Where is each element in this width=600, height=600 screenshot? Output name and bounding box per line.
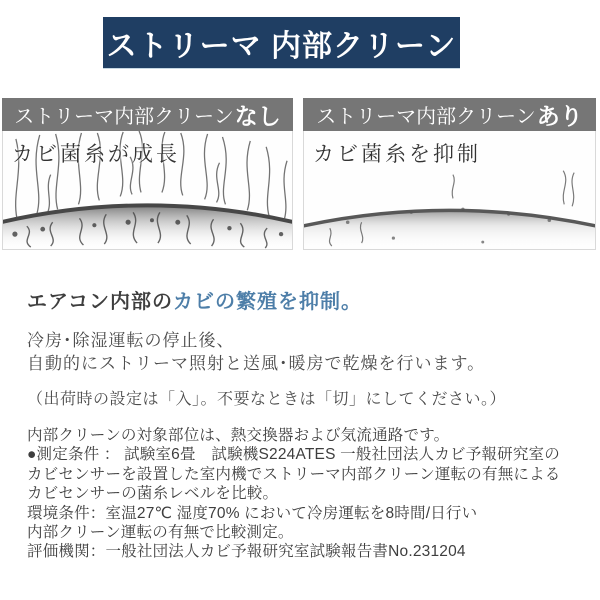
footnote-line: 内部クリーン運転の有無で比較測定。 xyxy=(27,524,294,542)
footnote-line: 環境条件：室温27℃ 湿度70% において冷房運転を8時間/日行い xyxy=(27,504,478,522)
mold-photo-without xyxy=(2,131,293,250)
mold-caption-without: カビ菌糸が成長 xyxy=(12,143,180,166)
panel-header-with-prefix: ストリーマ内部クリーン xyxy=(316,106,536,128)
description-line-1: 冷房･除湿運転の停止後、 xyxy=(27,331,235,350)
panel-header-with xyxy=(303,98,596,131)
headline xyxy=(27,285,362,314)
headline-highlight: カビの繁殖を抑制。 xyxy=(173,291,362,313)
footnote-line: カビセンサーを設置した室内機でストリーマ内部クリーン運転の有無による xyxy=(27,465,561,483)
factory-setting-note: （出荷時の設定は「入」。不要なときは「切」にしてください。） xyxy=(27,391,507,408)
page-title xyxy=(103,17,460,68)
comparison-panel-with xyxy=(303,98,596,250)
mold-photo-with xyxy=(303,131,596,250)
footnotes xyxy=(27,426,561,562)
panel-header-without xyxy=(2,98,293,131)
headline-prefix: エアコン内部の xyxy=(27,291,173,313)
description-line-2: 自動的にストリーマ照射と送風･暖房で乾燥を行います。 xyxy=(27,354,486,373)
panel-header-with-suffix: あり xyxy=(536,103,583,129)
footnote-line: 評価機関：一般社団法人カビ予報研究室試験報告書No.231204 xyxy=(27,543,466,561)
footnote-line: 内部クリーンの対象部位は、熱交換器および気流通路です。 xyxy=(27,427,450,444)
page-title-text: ストリーマ 内部クリーン xyxy=(106,29,457,63)
panel-header-without-prefix: ストリーマ内部クリーン xyxy=(14,106,234,128)
description-text xyxy=(27,329,485,375)
comparison-panel-without xyxy=(2,98,293,250)
panel-header-without-suffix: なし xyxy=(234,103,281,129)
footnote-line: ●測定条件 ： 試験室6畳 試験機S224ATES 一般社団法人カビ予報研究室の xyxy=(27,446,560,464)
footnote-line: カビセンサーの菌糸レベルを比較。 xyxy=(27,485,279,503)
mold-caption-with: カビ菌糸を抑制 xyxy=(313,143,481,166)
